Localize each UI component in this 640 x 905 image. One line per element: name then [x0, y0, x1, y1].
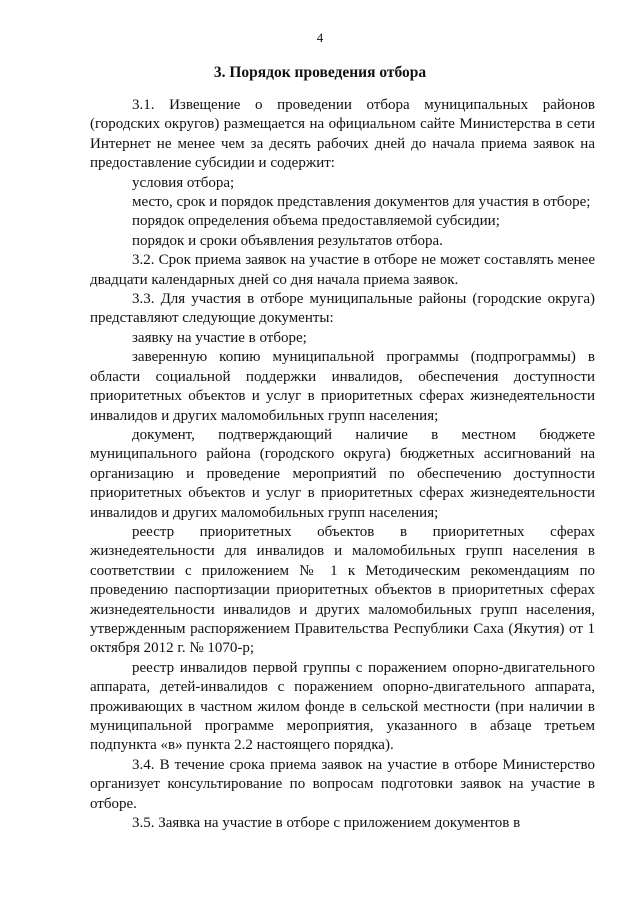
- paragraph-selection-conditions: условия отбора;: [132, 174, 235, 191]
- paragraph-budget-document: документ, подтверждающий наличие в местном бюджете муниципального района (городского округа) бюджетных ассигнований на организацию и проведение мероприятий по обеспечению доступности приоритетных объектов и услуг в приоритетных сферах жизнедеятельности инвалидов и других маломобильных групп населения;: [90, 426, 595, 521]
- paragraph-place-deadline: место, срок и порядок представления документов для участия в отборе;: [132, 194, 591, 211]
- paragraph-application: заявку на участие в отборе;: [132, 329, 307, 346]
- document-body: [90, 96, 595, 833]
- section-title: 3. Порядок проведения отбора: [213, 64, 427, 81]
- paragraph-3-3: 3.3. Для участия в отборе муниципальные районы (городские округа) представляют следующие документы:: [90, 291, 595, 327]
- paragraph-3-1: 3.1. Извещение о проведении отбора муниципальных районов (городских округов) размещается на официальном сайте Министерства в сети Интернет не менее чем за десять рабочих дней до начала приема заявок на предоставление субсидии и содержит:: [90, 97, 595, 172]
- paragraph-3-4: 3.4. В течение срока приема заявок на участие в отборе Министерство организует консультирование по вопросам подготовки заявок на участие в отборе.: [90, 756, 595, 812]
- page-number: 4: [316, 30, 324, 45]
- paragraph-3-5: 3.5. Заявка на участие в отборе с приложением документов в: [132, 815, 521, 832]
- paragraph-3-2: 3.2. Срок приема заявок на участие в отборе не может составлять менее двадцати календарных дней со дня начала приема заявок.: [90, 252, 595, 288]
- paragraph-subsidy-volume: порядок определения объема предоставляемой субсидии;: [132, 213, 500, 230]
- paragraph-objects-registry: реестр приоритетных объектов в приоритетных сферах жизнедеятельности для инвалидов и маломобильных групп населения в соответствии с приложением № 1 к Методическим рекомендациям по проведению паспортизации приоритетных объектов в приоритетных сферах жизнедеятельности инвалидов и других маломобильных групп населения, утвержденным распоряжением Правительства Республики Саха (Якутия) от 1 октября 2012 г. № 1070-р;: [90, 523, 595, 657]
- paragraph-program-copy: заверенную копию муниципальной программы (подпрограммы) в области социальной поддержки инвалидов, обеспечения доступности приоритетных объектов и услуг в приоритетных сферах жизнедеятельности инвалидов и других маломобильных групп населения;: [90, 349, 595, 424]
- paragraph-results-announcement: порядок и сроки объявления результатов отбора.: [132, 232, 443, 249]
- paragraph-disabled-registry: реестр инвалидов первой группы с поражением опорно-двигательного аппарата, детей-инвалидов с поражением опорно-двигательного аппарата, проживающих в частном жилом фонде в сельской местности (при наличии в муниципальной программе мероприятия, указанного в абзаце третьем подпункта «в» пункта 2.2 настоящего порядка).: [90, 659, 595, 754]
